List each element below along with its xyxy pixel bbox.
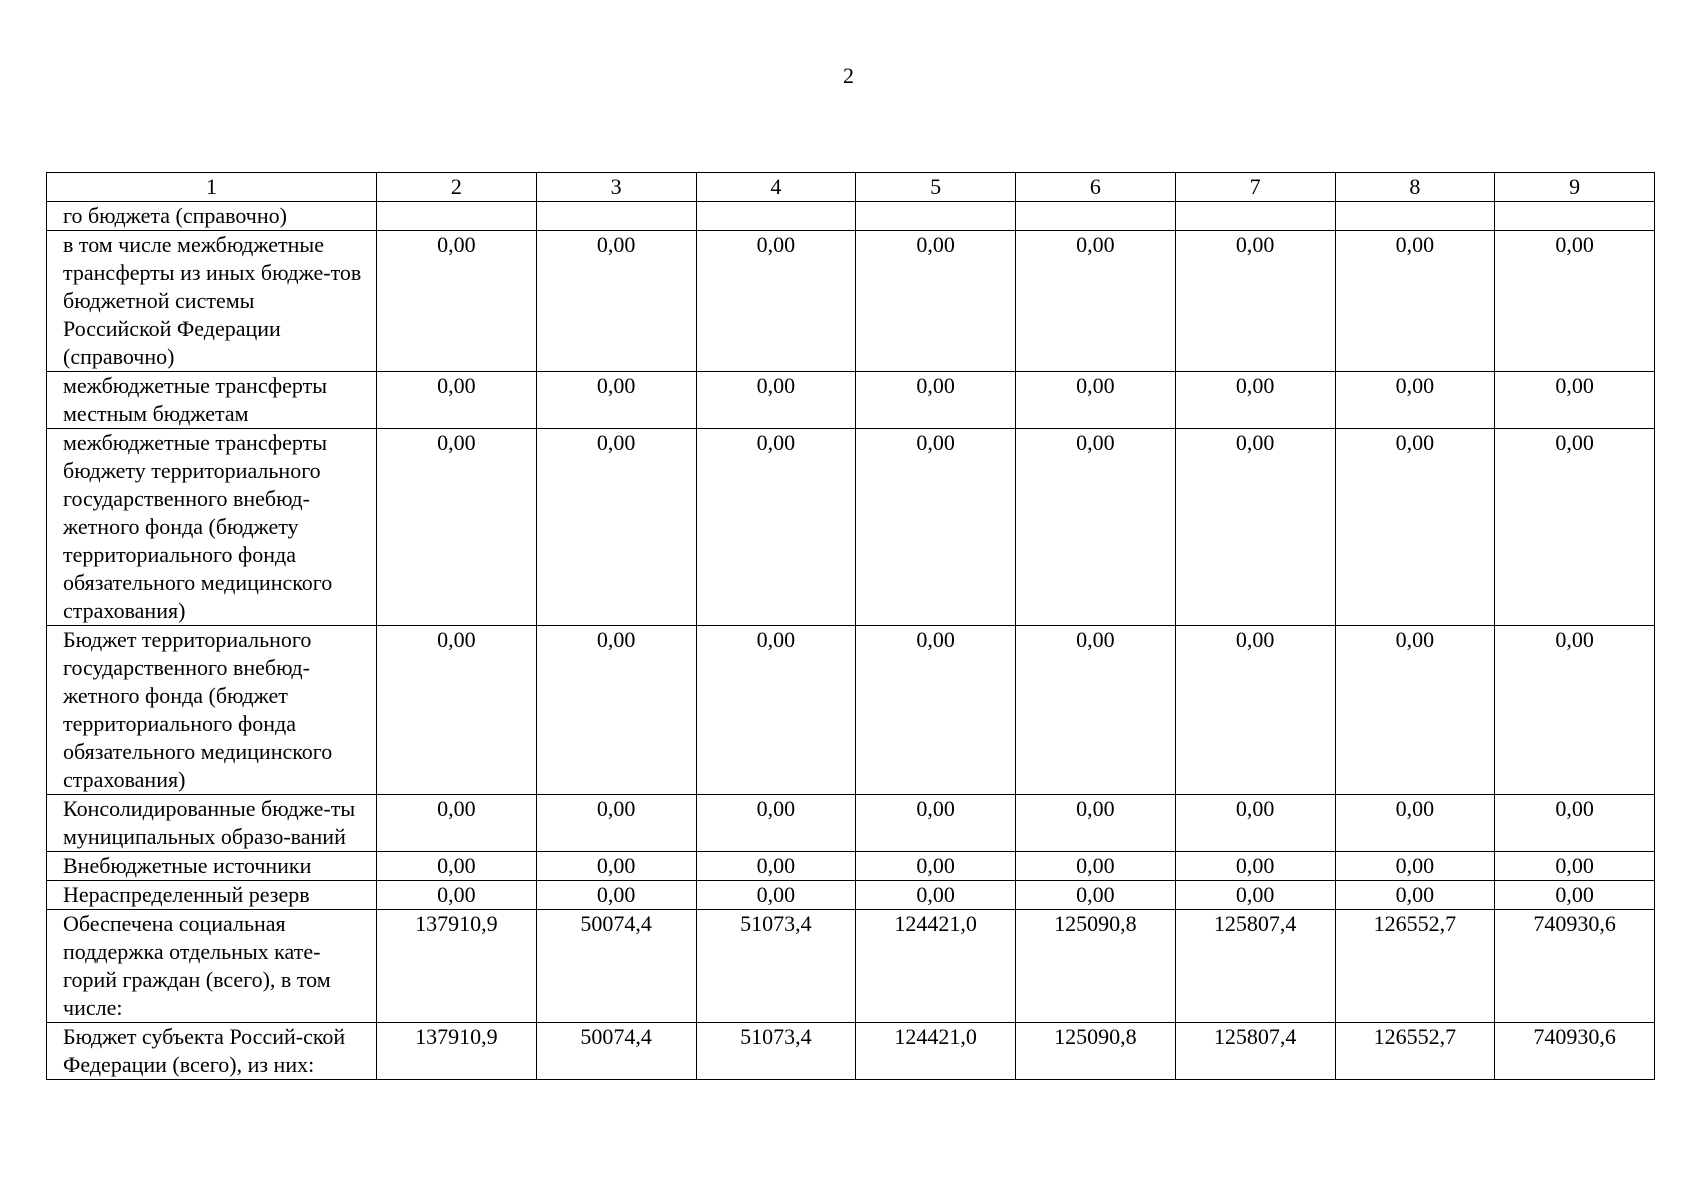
value-cell: 0,00 (1175, 626, 1335, 795)
column-header: 9 (1495, 173, 1655, 202)
row-label: в том числе межбюджетные трансферты из иных бюдже-тов бюджетной системы Российской Федерации (справочно) (47, 231, 377, 372)
value-cell: 0,00 (536, 626, 696, 795)
row-label: Консолидированные бюдже-ты муниципальных образо-ваний (47, 795, 377, 852)
value-cell (536, 202, 696, 231)
value-cell (1016, 202, 1176, 231)
row-label: Внебюджетные источники (47, 852, 377, 881)
value-cell: 0,00 (856, 795, 1016, 852)
value-cell: 0,00 (377, 231, 537, 372)
table-row (47, 1023, 1655, 1080)
value-cell: 0,00 (1016, 231, 1176, 372)
column-header: 8 (1335, 173, 1495, 202)
value-cell: 126552,7 (1335, 910, 1495, 1023)
row-label: Бюджет территориального государственного внебюд-жетного фонда (бюджет территориального фонда обязательного медицинского страхования) (47, 626, 377, 795)
value-cell: 124421,0 (856, 1023, 1016, 1080)
column-header: 6 (1016, 173, 1176, 202)
value-cell: 0,00 (536, 231, 696, 372)
budget-table (46, 172, 1655, 1080)
value-cell: 0,00 (1016, 795, 1176, 852)
value-cell: 0,00 (856, 372, 1016, 429)
value-cell: 0,00 (1495, 231, 1655, 372)
value-cell: 0,00 (536, 881, 696, 910)
value-cell: 0,00 (1495, 626, 1655, 795)
value-cell: 0,00 (1016, 626, 1176, 795)
value-cell: 125090,8 (1016, 1023, 1176, 1080)
value-cell: 0,00 (1175, 429, 1335, 626)
value-cell (377, 202, 537, 231)
row-label: межбюджетные трансферты бюджету территориального государственного внебюд-жетного фонда (бюджету территориального фонда обязательного медицинского страхования) (47, 429, 377, 626)
value-cell: 740930,6 (1495, 1023, 1655, 1080)
value-cell: 0,00 (696, 372, 856, 429)
value-cell: 0,00 (536, 429, 696, 626)
value-cell: 0,00 (696, 881, 856, 910)
value-cell: 125807,4 (1175, 910, 1335, 1023)
value-cell: 0,00 (696, 231, 856, 372)
value-cell: 0,00 (696, 429, 856, 626)
table-row (47, 429, 1655, 626)
value-cell (696, 202, 856, 231)
value-cell: 0,00 (536, 852, 696, 881)
value-cell: 0,00 (1016, 372, 1176, 429)
value-cell: 0,00 (1495, 795, 1655, 852)
header-row (47, 173, 1655, 202)
value-cell: 0,00 (1495, 852, 1655, 881)
value-cell: 0,00 (1175, 795, 1335, 852)
value-cell: 125090,8 (1016, 910, 1176, 1023)
value-cell: 0,00 (1175, 372, 1335, 429)
value-cell: 124421,0 (856, 910, 1016, 1023)
value-cell: 0,00 (1335, 795, 1495, 852)
value-cell (1175, 202, 1335, 231)
value-cell (1495, 202, 1655, 231)
table-row (47, 372, 1655, 429)
value-cell: 137910,9 (377, 910, 537, 1023)
table-row (47, 626, 1655, 795)
value-cell: 126552,7 (1335, 1023, 1495, 1080)
value-cell: 0,00 (1016, 852, 1176, 881)
value-cell: 0,00 (1016, 881, 1176, 910)
row-label: го бюджета (справочно) (47, 202, 377, 231)
page-number: 2 (843, 63, 854, 88)
row-label: Бюджет субъекта Россий-ской Федерации (всего), из них: (47, 1023, 377, 1080)
value-cell: 0,00 (377, 372, 537, 429)
value-cell: 0,00 (1175, 231, 1335, 372)
value-cell: 0,00 (1335, 852, 1495, 881)
table-row (47, 852, 1655, 881)
table-row (47, 910, 1655, 1023)
column-header: 1 (47, 173, 377, 202)
value-cell: 0,00 (377, 626, 537, 795)
value-cell: 0,00 (377, 429, 537, 626)
value-cell: 0,00 (1335, 881, 1495, 910)
value-cell: 125807,4 (1175, 1023, 1335, 1080)
value-cell: 0,00 (1495, 372, 1655, 429)
column-header: 7 (1175, 173, 1335, 202)
value-cell: 0,00 (1335, 372, 1495, 429)
table-row (47, 202, 1655, 231)
value-cell: 0,00 (1175, 881, 1335, 910)
value-cell: 0,00 (1335, 429, 1495, 626)
value-cell: 0,00 (696, 852, 856, 881)
row-label: Нераспределенный резерв (47, 881, 377, 910)
column-header: 4 (696, 173, 856, 202)
value-cell: 51073,4 (696, 1023, 856, 1080)
row-label: межбюджетные трансферты местным бюджетам (47, 372, 377, 429)
value-cell: 50074,4 (536, 910, 696, 1023)
value-cell: 0,00 (856, 881, 1016, 910)
value-cell (1335, 202, 1495, 231)
value-cell: 50074,4 (536, 1023, 696, 1080)
value-cell: 0,00 (1175, 852, 1335, 881)
value-cell (856, 202, 1016, 231)
value-cell: 0,00 (536, 372, 696, 429)
value-cell: 0,00 (696, 795, 856, 852)
value-cell: 0,00 (1335, 626, 1495, 795)
table-row (47, 881, 1655, 910)
value-cell: 51073,4 (696, 910, 856, 1023)
value-cell: 740930,6 (1495, 910, 1655, 1023)
value-cell: 0,00 (1495, 429, 1655, 626)
value-cell: 0,00 (856, 231, 1016, 372)
table-row (47, 795, 1655, 852)
value-cell: 0,00 (377, 852, 537, 881)
value-cell: 0,00 (1495, 881, 1655, 910)
table-row (47, 231, 1655, 372)
column-header: 5 (856, 173, 1016, 202)
value-cell: 137910,9 (377, 1023, 537, 1080)
row-label: Обеспечена социальная поддержка отдельных кате-горий граждан (всего), в том числе: (47, 910, 377, 1023)
column-header: 2 (377, 173, 537, 202)
column-header: 3 (536, 173, 696, 202)
value-cell: 0,00 (856, 626, 1016, 795)
value-cell: 0,00 (856, 852, 1016, 881)
value-cell: 0,00 (1335, 231, 1495, 372)
value-cell: 0,00 (856, 429, 1016, 626)
value-cell: 0,00 (1016, 429, 1176, 626)
value-cell: 0,00 (696, 626, 856, 795)
value-cell: 0,00 (377, 795, 537, 852)
value-cell: 0,00 (536, 795, 696, 852)
value-cell: 0,00 (377, 881, 537, 910)
